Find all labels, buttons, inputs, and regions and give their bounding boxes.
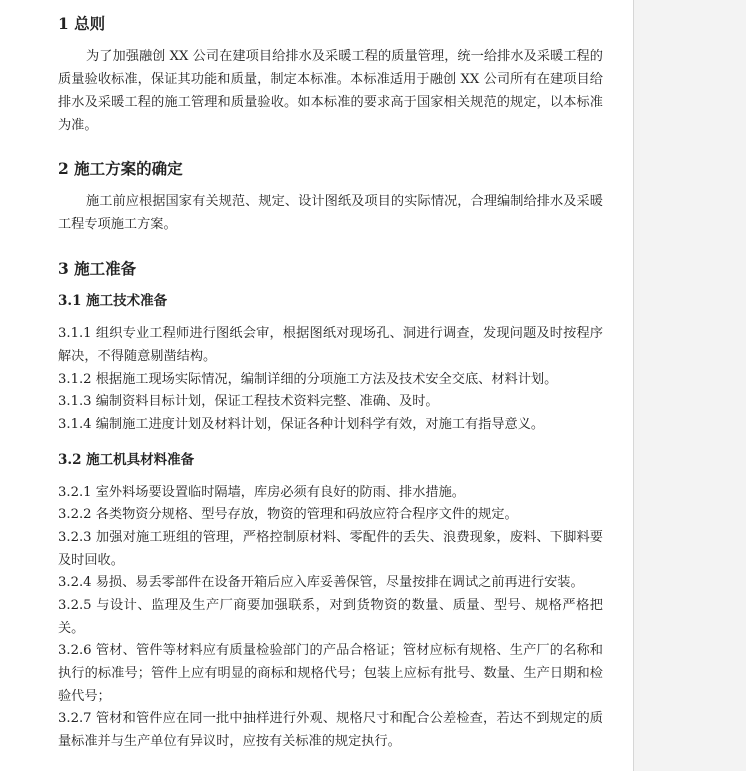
list-item-3-2-3: 3.2.3 加强对施工班组的管理，严格控制原材料、零配件的丢失、浪费现象，废料、下脚料要及时回收。 <box>58 530 603 568</box>
list-item-3-1-1: 3.1.1 组织专业工程师进行图纸会审，根据图纸对现场孔、洞进行调查，发现问题及时按程序解决，不得随意剔凿结构。 <box>58 326 603 364</box>
list-item-3-1-2: 3.1.2 根据施工现场实际情况，编制详细的分项施工方法及技术安全交底、材料计划。 <box>58 372 558 387</box>
section-3-1-heading: 3.1 施工技术准备 <box>58 293 168 309</box>
section-2-paragraph: 施工前应根据国家有关规范、规定、设计图纸及项目的实际情况，合理编制给排水及采暖工程专项施工方案。 <box>58 194 603 232</box>
list-item-3-1-4: 3.1.4 编制施工进度计划及材料计划，保证各种计划科学有效，对施工有指导意义。 <box>58 417 545 432</box>
list-item-3-2-4: 3.2.4 易损、易丢零部件在设备开箱后应入库妥善保管，尽量按排在调试之前再进行安装。 <box>58 575 584 590</box>
section-3-heading: 3 施工准备 <box>58 259 137 278</box>
page-edge-divider <box>633 0 634 771</box>
list-item-3-2-5: 3.2.5 与设计、监理及生产厂商要加强联系，对到货物资的数量、质量、型号、规格严格把关。 <box>58 598 603 636</box>
list-item-3-2-6: 3.2.6 管材、管件等材料应有质量检验部门的产品合格证；管材应标有规格、生产厂的名称和执行的标准号；管件上应有明显的商标和规格代号；包装上应标有批号、数量、生产日期和检验代号； <box>58 643 603 704</box>
section-2-heading: 2 施工方案的确定 <box>58 159 183 178</box>
list-item-3-2-7: 3.2.7 管材和管件应在同一批中抽样进行外观、规格尺寸和配合公差检查，若达不到规定的质量标准并与生产单位有异议时，应按有关标准的规定执行。 <box>58 711 603 749</box>
list-item-3-2-2: 3.2.2 各类物资分规格、型号存放，物资的管理和码放应符合程序文件的规定。 <box>58 507 518 522</box>
list-item-3-1-3: 3.1.3 编制资料目标计划，保证工程技术资料完整、准确、及时。 <box>58 394 439 409</box>
section-1-heading: 1 总则 <box>58 14 106 33</box>
list-item-3-2-1: 3.2.1 室外料场要设置临时隔墙，库房必须有良好的防雨、排水措施。 <box>58 485 465 500</box>
section-3-2-heading: 3.2 施工机具材料准备 <box>58 452 195 468</box>
section-1-paragraph: 为了加强融创 XX 公司在建项目给排水及采暖工程的质量管理，统一给排水及采暖工程的质量验收标准，保证其功能和质量，制定本标准。本标准适用于融创 XX 公司所有在建项目给排水及采暖工程的施工管理和质量验收。如本标准的要求高于国家相关规范的规定，以本标准为准。 <box>58 49 603 133</box>
